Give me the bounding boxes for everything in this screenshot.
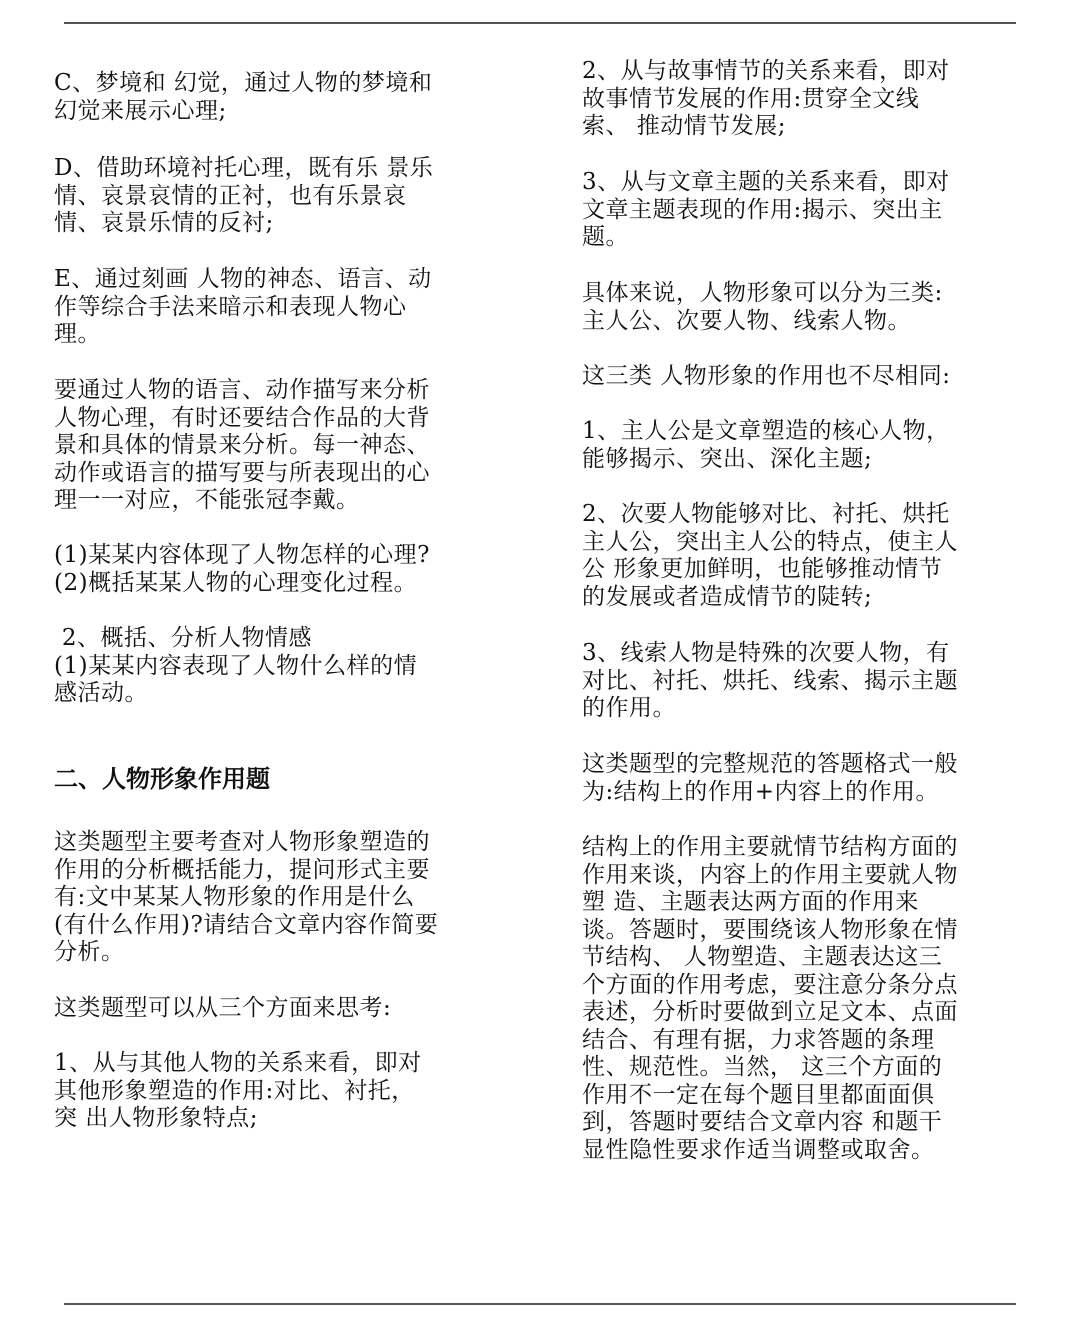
paragraph-answer-format: 这类题型的完整规范的答题格式一般 为:结构上的作用+内容上的作用。	[582, 751, 958, 805]
paragraph-roles-differ: 这三类 人物形象的作用也不尽相同:	[582, 363, 951, 389]
paragraph-dream-illusion: C、梦境和 幻觉，通过人物的梦境和 幻觉来展示心理;	[54, 70, 433, 124]
paragraph-answer-details: 结构上的作用主要就情节结构方面的 作用来谈，内容上的作用主要就人物 塑 造、主题表达两方面的作用来 谈。答题时，要围绕该人物形象在情 节结构、 人物塑造、主题表达这三 个方面的作用考虑，要注意分条分点 表述，分析时要做到立足文本、点面 结合、有理有据，力求答题的条理 性、规范性。当然， 这三个方面的 作用不一定在每个题目里都面面俱 到，答题时要结合文章内容 和题干 显性隐性要求作适当调整或取舍。	[582, 834, 958, 1163]
paragraph-emotion: 2、概括、分析人物情感 (1)某某内容表现了人物什么样的情 感活动。	[54, 625, 418, 706]
paragraph-protagonist: 1、主人公是文章塑造的核心人物， 能够揭示、突出、深化主题;	[582, 418, 950, 472]
paragraph-questions-psychology: (1)某某内容体现了人物怎样的心理? (2)概括某某人物的心理变化过程。	[54, 542, 430, 596]
paragraph-three-types: 具体来说，人物形象可以分为三类: 主人公、次要人物、线索人物。	[582, 280, 943, 334]
paragraph-clue-character: 3、线索人物是特殊的次要人物，有 对比、衬托、烘托、线索、揭示主题 的作用。	[582, 640, 958, 721]
paragraph-portrayal: E、通过刻画 人物的神态、语言、动 作等综合手法来暗示和表现人物心 理。	[54, 266, 432, 347]
bottom-rule	[64, 1303, 1016, 1305]
paragraph-aspect-3: 3、从与文章主题的关系来看，即对 文章主题表现的作用:揭示、突出主 题。	[582, 169, 950, 250]
paragraph-aspect-1: 1、从与其他人物的关系来看，即对 其他形象塑造的作用:对比、衬托， 突 出人物形象特点;	[54, 1050, 422, 1131]
paragraph-secondary: 2、次要人物能够对比、衬托、烘托 主人公，突出主人公的特点，使主人 公 形象更加鲜明，也能够推动情节 的发展或者造成情节的陡转;	[582, 501, 958, 610]
paragraph-question-type: 这类题型主要考查对人物形象塑造的 作用的分析概括能力，提问形式主要 有:文中某某人物形象的作用是什么 (有什么作用)?请结合文章内容作简要 分析。	[54, 829, 439, 965]
paragraph-three-aspects: 这类题型可以从三个方面来思考:	[54, 995, 392, 1021]
section-heading: 二、人物形象作用题	[54, 765, 270, 793]
paragraph-aspect-2: 2、从与故事情节的关系来看，即对 故事情节发展的作用:贯穿全文线 索、 推动情节发展;	[582, 58, 950, 139]
paragraph-environment: D、借助环境衬托心理，既有乐 景乐 情、哀景哀情的正衬，也有乐景哀 情、哀景乐情的反衬;	[54, 155, 434, 236]
top-rule	[64, 22, 1016, 24]
paragraph-analysis: 要通过人物的语言、动作描写来分析 人物心理，有时还要结合作品的大背 景和具体的情景来分析。每一神态、 动作或语言的描写要与所表现出的心 理一一对应，不能张冠李戴。	[54, 377, 430, 513]
